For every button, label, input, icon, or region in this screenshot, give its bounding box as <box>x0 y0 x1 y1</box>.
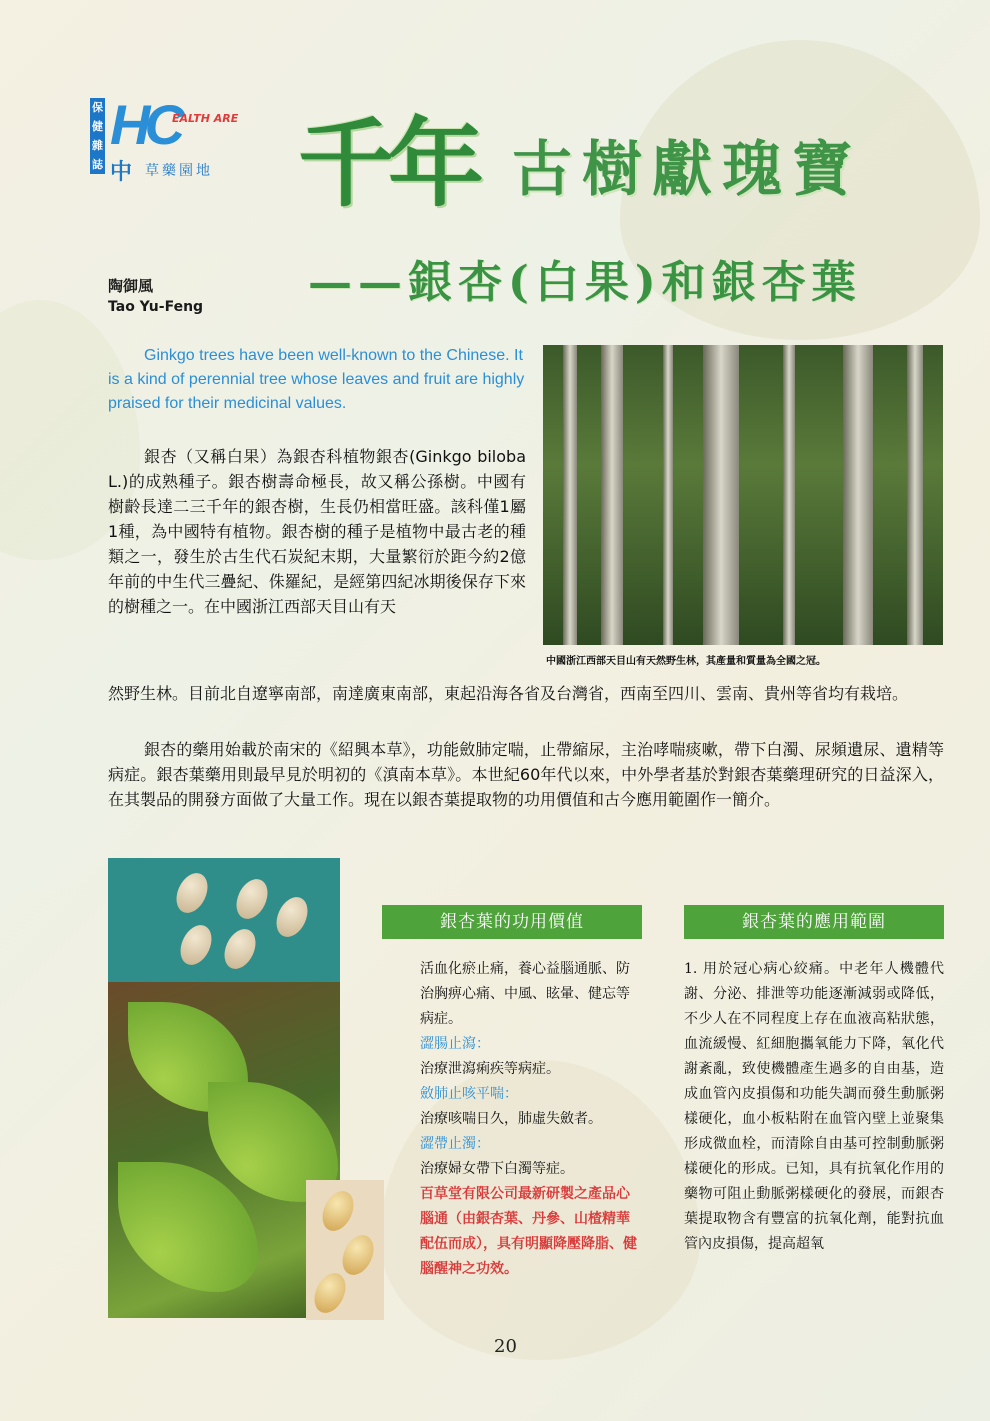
tree-trunk <box>663 345 673 645</box>
body-paragraph-1-continued: 然野生林。目前北自遼寧南部，南達廣東南部，東起沿海各省及台灣省，西南至四川、雲南、貴州等省均有栽培。 <box>108 684 909 703</box>
item-title: 澀帶止濁： <box>420 1136 490 1152</box>
section-zhong-char: 中 <box>110 160 133 185</box>
ginkgo-seed <box>170 868 213 918</box>
item-text: 治療咳喘日久，肺虛失斂者。 <box>420 1111 602 1127</box>
ginkgo-leaf <box>118 1162 258 1292</box>
item-text: 治療婦女帶下白濁等症。 <box>420 1161 574 1177</box>
badge-char: 健 <box>92 120 103 133</box>
body-paragraph-2: 銀杏的藥用始載於南宋的《紹興本草》，功能斂肺定喘，止帶縮尿，主治哮喘痰嗽，帶下白濁、尿頻遺尿、遺精等病症。銀杏葉藥用則最早見於明初的《滇南本草》。本世紀60年代以來，中外學者基於對銀杏葉藥理研究的日益深入，在其製品的開發方面做了大量工作。現在以銀杏葉提取物的功用價值和古今應用範圍作一簡介。 <box>108 740 944 809</box>
ginkgo-nuts-photo <box>306 1180 384 1320</box>
magazine-badge <box>90 98 105 174</box>
ginkgo-seed <box>174 920 217 970</box>
tree-trunk <box>783 345 795 645</box>
functional-value-column <box>384 957 642 1282</box>
item-text: 治療泄瀉痢疾等病症。 <box>420 1061 560 1077</box>
section-heading-application-scope: 銀杏葉的應用範圍 <box>684 905 944 939</box>
ginkgo-nut <box>308 1268 351 1318</box>
ginkgo-seed <box>270 892 313 942</box>
tree-trunk <box>843 345 873 645</box>
section-label: 草藥園地 <box>145 163 213 179</box>
ginkgo-seed <box>230 874 273 924</box>
item-title: 澀腸止瀉： <box>420 1036 490 1052</box>
body-paragraph-1: 銀杏（又稱白果）為銀杏科植物銀杏(Ginkgo biloba L.)的成熟種子。銀杏樹壽命極長，故又稱公孫樹。中國有樹齡長達二三千年的銀杏樹，生長仍相當旺盛。該科僅1屬1種，為中國特有植物。銀杏樹的種子是植物中最古老的種類之一，發生於古生代石炭紀末期，大量繁衍於距今約2億年前的中生代三疊紀、侏羅紀，是經第四紀冰期後保存下來的樹種之一。在中國浙江西部天目山有天 <box>108 447 526 616</box>
badge-char: 誌 <box>92 158 103 171</box>
ginkgo-seed <box>218 924 261 974</box>
tree-trunk <box>601 345 623 645</box>
english-lead-paragraph: Ginkgo trees have been well-known to the Chinese. It is a kind of perennial tree whose leaves and fruit are highly praised for their medicinal values. <box>108 347 525 412</box>
article-title-main: 千年 <box>298 107 478 220</box>
ginkgo-nut <box>316 1186 359 1236</box>
forest-photo <box>543 345 943 645</box>
section-heading-functional-value: 銀杏葉的功用價值 <box>382 905 642 939</box>
health-care-logo: HC <box>110 93 179 156</box>
author-english: Tao Yu-Feng <box>108 299 204 315</box>
badge-char: 保 <box>92 101 103 114</box>
page-number: 20 <box>494 1336 517 1357</box>
application-scope-text: 1. 用於冠心病心絞痛。中老年人機體代謝、分泌、排泄等功能逐漸減弱或降低，不少人在不同程度上存在血液高粘狀態，血流緩慢、紅細胞攜氧能力下降，氧化代謝紊亂，致使機體產生過多的自由基，造成血管內皮損傷和功能失調而發生動脈粥樣硬化，血小板粘附在血管內壁上並聚集形成微血栓，而清除自由基可控制動脈粥樣硬化的形成。已知，具有抗氧化作用的藥物可阻止動脈粥樣硬化的發展，而銀杏葉提取物含有豐富的抗氧化劑，能對抗血管內皮損傷，提高超氧 <box>684 961 944 1252</box>
health-care-logo-subtext: EALTH ARE <box>172 112 239 125</box>
article-title-rest: 古樹獻瑰寶 <box>512 135 862 205</box>
item-title: 斂肺止咳平喘： <box>420 1086 518 1102</box>
ginkgo-seeds-photo <box>108 858 340 982</box>
tree-trunk <box>563 345 577 645</box>
tree-trunk <box>907 345 923 645</box>
forest-photo-caption: 中國浙江西部天目山有天然野生林，其產量和質量為全國之冠。 <box>546 656 826 667</box>
functional-value-intro: 活血化瘀止痛，養心益腦通脈、防治胸痹心痛、中風、眩暈、健忘等病症。 <box>420 961 630 1027</box>
tree-trunk <box>703 345 739 645</box>
badge-char: 雜 <box>92 139 103 152</box>
article-subtitle: ——銀杏(白果)和銀杏葉 <box>308 257 862 308</box>
author-chinese: 陶御風 <box>108 277 154 295</box>
product-promo-text: 百草堂有限公司最新研製之產品心腦通（由銀杏葉、丹參、山楂精華配伍而成），具有明顯降壓降脂、健腦醒神之功效。 <box>420 1186 637 1277</box>
ginkgo-nut <box>336 1230 379 1280</box>
